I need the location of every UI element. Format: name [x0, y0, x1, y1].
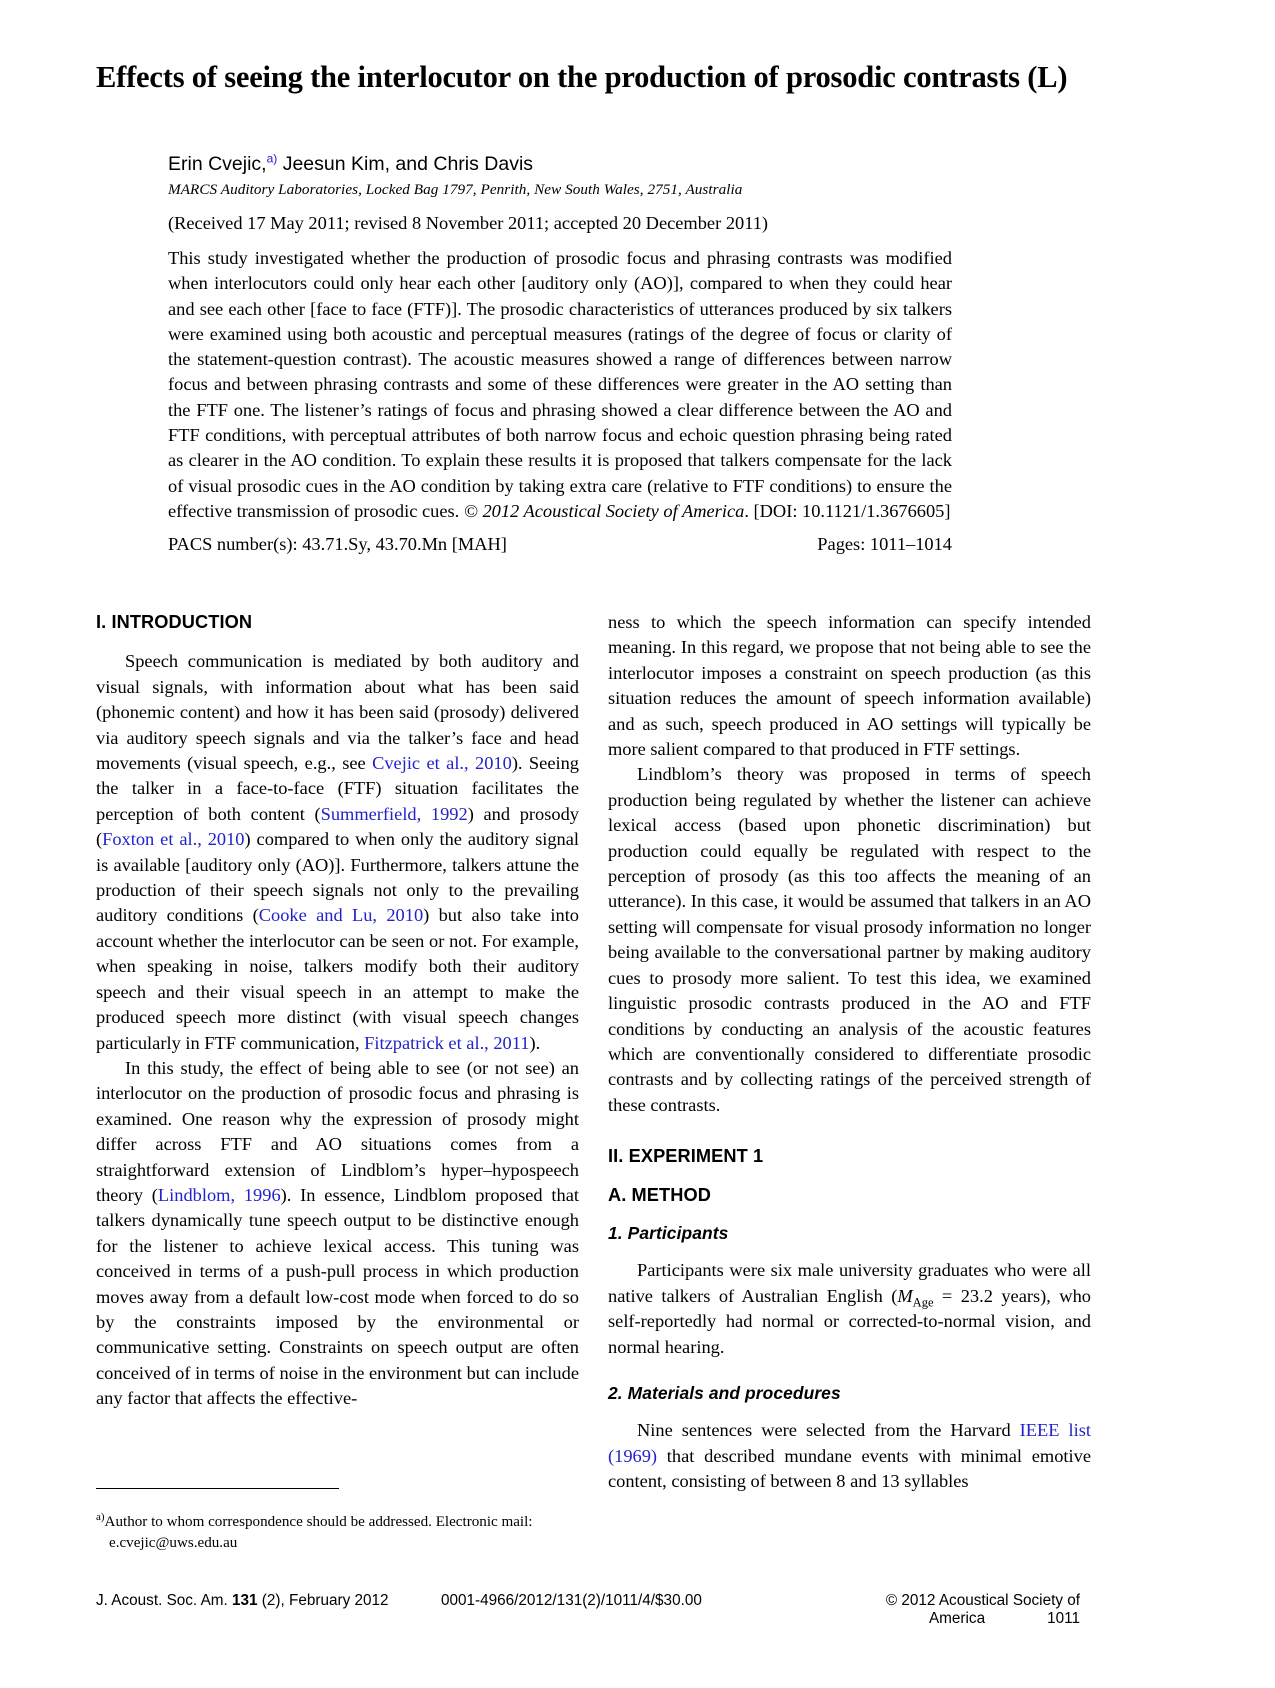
paragraph-intro-2: [96, 1056, 579, 1412]
section-heading-materials: 2. Materials and procedures: [608, 1382, 841, 1403]
affiliation: MARCS Auditory Laboratories, Locked Bag 1797, Penrith, New South Wales, 2751, Australia: [168, 181, 743, 198]
citation-cvejic[interactable]: [372, 753, 512, 773]
title-block: [96, 58, 1076, 97]
paragraph-intro-1: [96, 649, 579, 1056]
page-footer: [96, 1592, 1080, 1628]
footnote-marker: a): [96, 1510, 105, 1523]
section-heading-method: A. METHOD: [608, 1184, 711, 1205]
pacs-numbers: PACS number(s): 43.71.Sy, 43.70.Mn [MAH]: [168, 534, 507, 554]
text-run: ).: [529, 1032, 541, 1053]
text-run: ) compared to when only the auditory signal is available [auditory only (AO)]. Furthermore, talkers attune the production of their speech signals not only to the prevailing auditory conditions (: [96, 829, 579, 926]
footer-journal: [96, 1592, 441, 1610]
paragraph-right-2: Lindblom’s theory was proposed in terms of speech production being regulated by whether the listener can achieve lexical access (based upon phonetic discrimination) but production could equally be regulated with respect to the perception of prosody (as this too affects the meaning of an utterance). In this case, it would be assumed that talkers in an AO setting will compensate for visual prosody information no longer being available to the conversational partner by making auditory cues to prosody more salient. To test this idea, we examined linguistic prosodic contrasts produced in the AO and FTF conditions by conducting an analysis of the acoustic features which are conventionally considered to differentiate prosodic contrasts and by collecting ratings of the perceived strength of these contrasts.: [608, 764, 1091, 1115]
footnote-email[interactable]: e.cvejic@uws.edu.au: [109, 1535, 238, 1551]
citation-label: Summerfield, 1992: [320, 803, 468, 824]
author-names-pre: Erin Cvejic,: [168, 153, 267, 175]
abstract-doi: . [DOI: 10.1121/1.3676605]: [744, 500, 951, 521]
column-right: [608, 610, 1091, 1495]
abstract: [168, 246, 952, 524]
citation-fitzpatrick[interactable]: [364, 1033, 529, 1053]
text-run: that described mundane events with minimal emotive content, consisting of between 8 and 13 syllables: [608, 1445, 1091, 1492]
footnote-separator: [96, 1488, 339, 1489]
author-block: [168, 152, 968, 200]
symbol-mean: M: [897, 1285, 913, 1306]
citation-label: Cvejic et al., 2010: [372, 753, 512, 774]
footnote: [96, 1512, 580, 1554]
footer-copyright: © 2012 Acoustical Society of America: [885, 1592, 1080, 1627]
text-run: ). Seeing the talker in a face-to-face (FTF) situation facilitates the perception of both content (: [96, 753, 579, 824]
citation-summerfield[interactable]: [321, 804, 468, 824]
section-heading-participants: 1. Participants: [608, 1222, 729, 1243]
citation-label: Lindblom, 1996: [157, 1184, 281, 1205]
text-run: = 23.2 years), who self-reportedly had normal or corrected-to-normal vision, and normal hearing.: [608, 1285, 1091, 1357]
citation-foxton[interactable]: [102, 829, 244, 849]
text-run: Participants were six male university graduates who were all native talkers of Australian English (: [608, 1260, 1091, 1306]
received-dates: (Received 17 May 2011; revised 8 November 2011; accepted 20 December 2011): [168, 213, 769, 233]
footer-right: [741, 1592, 1080, 1628]
author-footnote-marker[interactable]: a): [266, 151, 278, 166]
citation-label: IEEE list (1969): [608, 1420, 1091, 1466]
abstract-copyright: © 2012 Acoustical Society of America: [463, 500, 745, 521]
citation-label: Foxton et al., 2010: [102, 829, 245, 850]
citation-lindblom[interactable]: [158, 1185, 281, 1205]
page-title: Effects of seeing the interlocutor on the production of prosodic contrasts (L): [96, 60, 1068, 94]
footer-page-number: 1011: [1047, 1610, 1080, 1627]
section-heading-experiment-1: II. EXPERIMENT 1: [608, 1146, 764, 1167]
citation-label: Cooke and Lu, 2010: [258, 905, 424, 926]
footnote-text: Author to whom correspondence should be addressed. Electronic mail:: [104, 1514, 533, 1530]
text-run: In this study, the effect of being able to see (or not see) an interlocutor on the production of prosodic focus and phrasing is examined. One reason why the expression of prosody might differ across FTF and AO situations comes from a straightforward extension of Lindblom’s hyper–hypospeech theory (: [96, 1057, 579, 1205]
citation-label: Fitzpatrick et al., 2011: [364, 1032, 530, 1053]
footer-journal-post: (2), February 2012: [257, 1592, 389, 1609]
author-list: [168, 152, 968, 177]
paragraph-participants: [608, 1258, 1091, 1360]
abstract-text: This study investigated whether the production of prosodic focus and phrasing contrasts was modified when interlocutors could only hear each other [auditory only (AO)], compared to when they could hear and see each other [face to face (FTF)]. The prosodic characteristics of utterances produced by six talkers were examined using both acoustic and perceptual measures (ratings of the degree of focus or clarity of the statement-question contrast). The acoustic measures showed a range of differences between narrow focus and between phrasing contrasts and some of these differences were greater in the AO setting than the FTF one. The listener’s ratings of focus and phrasing showed a clear difference between the AO and FTF conditions, with perceptual attributes of both narrow focus and echoic question phrasing being rated as clearer in the AO condition. To explain these results it is proposed that talkers compensate for the lack of visual prosodic cues in the AO condition by taking extra care (relative to FTF conditions) to ensure the effective transmission of prosodic cues.: [168, 248, 952, 521]
paragraph-materials: [608, 1418, 1091, 1494]
page-range: Pages: 1011–1014: [817, 534, 952, 554]
citation-cooke-lu[interactable]: [259, 905, 423, 925]
footer-journal-volume: 131: [232, 1592, 258, 1609]
text-run: ). In essence, Lindblom proposed that talkers dynamically tune speech output to be distinctive enough for the listener to achieve lexical access. This tuning was conceived in terms of a push-pull process in which production moves away from a default low-cost mode when forced to do so by the constraints imposed by the environmental or communicative setting. Constraints on speech output are often conceived of in terms of noise in the environment but can include any factor that affects the effective-: [96, 1184, 580, 1409]
section-heading-introduction: I. INTRODUCTION: [96, 612, 253, 632]
footer-issn: 0001-4966/2012/131(2)/1011/4/$30.00: [441, 1592, 702, 1609]
footer-journal-pre: J. Acoust. Soc. Am.: [96, 1592, 233, 1609]
text-run: ) and prosody (: [96, 803, 579, 850]
text-run: Speech communication is mediated by both auditory and visual signals, with information about what has been said (phonemic content) and how it has been said (prosody) delivered via auditory speech signals and via the talker’s face and head movements (visual speech, e.g., see: [96, 651, 579, 774]
text-run: Nine sentences were selected from the Harvard: [637, 1420, 1020, 1441]
paragraph-right-1: ness to which the speech information can specify intended meaning. In this regard, we propose that not being able to see the interlocutor imposes a constraint on speech production (as this situation reduces the amount of speech information available) and as such, speech produced in AO settings will typically be more salient compared to that produced in FTF settings.: [608, 612, 1091, 760]
column-left: [96, 610, 579, 1412]
text-run: ) but also take into account whether the interlocutor can be seen or not. For example, when speaking in noise, talkers modify both their auditory speech and their visual speech in an attempt to make the produced speech more distinct (with visual speech changes particularly in FTF communication,: [96, 905, 579, 1053]
subscript-age: Age: [912, 1295, 934, 1310]
pacs-row: [168, 534, 952, 555]
author-names-post: Jeesun Kim, and Chris Davis: [277, 153, 534, 175]
